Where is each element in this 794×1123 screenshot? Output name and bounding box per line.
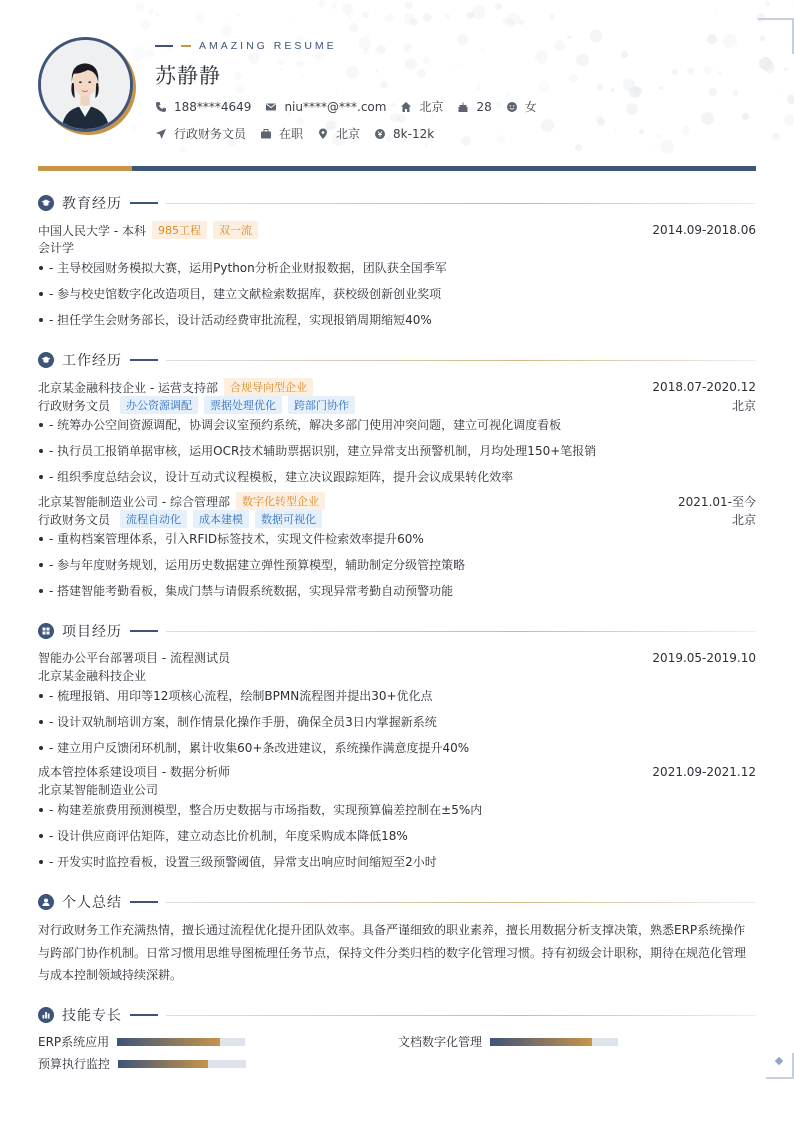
list-item	[38, 827, 756, 844]
background-dot	[279, 68, 283, 72]
background-dot	[403, 43, 412, 52]
position-text: 行政财务文员	[174, 127, 247, 141]
background-dot	[787, 95, 794, 104]
background-dot	[342, 4, 353, 15]
project-header	[38, 763, 756, 780]
section-title-summary: 个人总结	[62, 895, 122, 911]
education-period: 2014.09-2018.06	[652, 223, 756, 237]
background-dot	[660, 140, 674, 154]
send-icon	[155, 128, 167, 140]
background-dot	[657, 134, 661, 138]
list-item	[38, 416, 756, 433]
section-rule	[166, 631, 756, 632]
background-dot	[404, 13, 416, 25]
work-company: 北京某金融科技企业 - 运营支持部	[38, 380, 218, 395]
bullet-text: - 梳理报销、用印等12项核心流程，绘制BPMN流程图并提出30+优化点	[49, 689, 433, 703]
work-city: 北京	[731, 398, 756, 413]
background-dot	[717, 71, 722, 76]
bullet-dot	[39, 589, 43, 593]
skill-fill	[117, 1038, 219, 1046]
background-dot	[423, 13, 432, 22]
bullet-dot	[39, 423, 43, 427]
work-header	[38, 378, 756, 396]
briefcase-icon	[260, 128, 272, 140]
education-tag: 985工程	[152, 221, 207, 239]
education-major-row	[38, 239, 756, 256]
education-major: 会计学	[38, 241, 75, 255]
background-dot	[763, 61, 775, 73]
background-dot	[336, 92, 338, 94]
mail-icon	[265, 101, 277, 113]
background-dot	[506, 92, 511, 97]
background-dot	[538, 81, 550, 93]
background-dot	[135, 3, 145, 13]
background-dot	[155, 12, 159, 16]
bullet-text: - 设计双轨制培训方案，制作情景化操作手册，确保全员3日内掌握新系统	[49, 715, 437, 729]
project-title: 成本管控体系建设项目 - 数据分析师	[38, 765, 230, 779]
list-item	[38, 853, 756, 870]
cake-icon	[457, 101, 469, 113]
bullet-text: - 参与校史馆数字化改造项目，建立文献检索数据库，获校级创新创业奖项	[49, 287, 442, 301]
background-dot	[140, 19, 150, 29]
background-dot	[349, 23, 358, 32]
skill-name: ERP系统应用	[38, 1035, 110, 1049]
work-company: 北京某智能制造业公司 - 综合管理部	[38, 494, 230, 509]
background-dot	[457, 34, 468, 45]
role-tag: 流程自动化	[120, 510, 187, 528]
background-dot	[469, 12, 475, 18]
section-skills	[38, 1005, 756, 1025]
section-rule	[166, 203, 756, 204]
salary-text: 8k-12k	[393, 126, 435, 141]
background-dot	[425, 143, 428, 146]
resume-tagline	[155, 40, 337, 52]
age-text: 28	[476, 99, 492, 114]
background-dot	[460, 63, 463, 66]
section-education	[38, 193, 756, 213]
section-rule	[166, 1015, 756, 1016]
background-dot	[715, 12, 718, 15]
education-header	[38, 221, 756, 239]
background-dot	[180, 146, 187, 153]
section-summary	[38, 892, 756, 912]
role-tag: 成本建模	[193, 510, 249, 528]
project-title: 智能办公平台部署项目 - 流程测试员	[38, 651, 230, 665]
section-title-skills: 技能专长	[62, 1008, 122, 1024]
background-dot	[278, 59, 285, 66]
skill-name: 文档数字化管理	[398, 1035, 483, 1049]
grid-icon	[38, 623, 54, 639]
summary-text: 对行政财务工作充满热情，擅长通过流程优化提升团队效率。具备严谨细致的职业素养，擅长用数据分析支撑决策，熟悉ERP系统操作与跨部门协作机制。日常习惯用思维导图梳理任务节点，保持文件分类归档的数字化管理习惯。持有初级会计职称，期待在规范化管理与成本控制领域持续深耕。	[38, 923, 747, 982]
bullet-text: - 建立用户反馈闭环机制，累计收集60+条改进建议，系统操作满意度提升40%	[49, 741, 470, 755]
work-role: 行政财务文员	[38, 398, 111, 413]
background-dot	[590, 30, 601, 41]
work-role-row	[38, 510, 756, 528]
background-dot	[784, 67, 788, 71]
background-dot	[221, 25, 232, 36]
skill-item	[38, 1055, 246, 1072]
background-dot	[362, 12, 368, 18]
corner-decoration-top	[758, 18, 794, 54]
skill-fill	[118, 1060, 208, 1068]
background-dot	[765, 1, 770, 6]
list-item	[38, 259, 756, 276]
background-dot	[772, 133, 780, 141]
background-dot	[132, 126, 136, 130]
section-projects	[38, 621, 756, 641]
company-tag: 合规导向型企业	[224, 378, 313, 396]
work-role-row	[38, 396, 756, 414]
background-dot	[131, 47, 144, 60]
bullet-dot	[39, 292, 43, 296]
list-item	[38, 556, 756, 573]
section-title-work: 工作经历	[62, 353, 122, 369]
skill-fill	[490, 1038, 592, 1046]
bullet-dot	[39, 694, 43, 698]
background-dot	[148, 9, 154, 15]
section-line	[130, 202, 158, 204]
bullet-text: - 担任学生会财务部长，设计活动经费审批流程，实现报销周期缩短40%	[49, 313, 432, 327]
background-dot	[297, 117, 305, 125]
bullet-dot	[39, 475, 43, 479]
list-item	[38, 468, 756, 485]
bullet-text: - 设计供应商评估矩阵，建立动态比价机制，年度采购成本降低18%	[49, 829, 408, 843]
background-dot	[682, 126, 690, 134]
bullet-dot	[39, 537, 43, 541]
background-dot	[626, 103, 638, 115]
age-item	[457, 100, 491, 114]
background-dot	[405, 58, 417, 70]
background-dot	[237, 14, 240, 17]
background-dot	[138, 112, 142, 116]
section-rule	[166, 902, 756, 903]
bullet-dot	[39, 563, 43, 567]
background-dot	[595, 115, 602, 122]
project-header	[38, 649, 756, 666]
user-icon	[38, 894, 54, 910]
background-dot	[375, 70, 378, 73]
bullet-dot	[39, 266, 43, 270]
skill-bar	[117, 1038, 245, 1046]
background-dot	[733, 90, 739, 96]
header-divider-bar	[38, 166, 756, 171]
background-dot	[376, 45, 386, 55]
target-city-item	[317, 125, 360, 142]
bullet-text: - 重构档案管理体系，引入RFID标签技术，实现文件检索效率提升60%	[49, 532, 424, 546]
background-dot	[701, 112, 714, 125]
bullet-dot	[39, 808, 43, 812]
role-tag: 跨部门协作	[288, 396, 355, 414]
background-dot	[507, 19, 516, 28]
background-dot	[234, 72, 242, 80]
list-item	[38, 285, 756, 302]
background-dot	[348, 15, 351, 18]
background-dot	[614, 128, 618, 132]
graduation-cap-icon	[38, 352, 54, 368]
list-item	[38, 801, 756, 818]
background-dot	[364, 52, 367, 55]
background-dot	[296, 60, 304, 68]
list-item	[38, 442, 756, 459]
background-dot	[248, 52, 260, 64]
background-dot	[301, 74, 304, 77]
background-dot	[235, 84, 245, 94]
phone-item	[155, 100, 251, 114]
list-item	[38, 530, 756, 547]
background-dot	[554, 40, 565, 51]
job-intent-row	[155, 125, 448, 142]
background-dot	[687, 68, 694, 75]
background-dot	[385, 13, 394, 22]
bullet-text: - 主导校园财务模拟大赛，运用Python分析企业财报数据，团队获全国季军	[49, 261, 447, 275]
email-text: niu****@***.com	[284, 99, 387, 114]
home-icon	[400, 101, 412, 113]
skill-item	[398, 1033, 618, 1050]
bullet-dot	[39, 746, 43, 750]
phone-icon	[155, 101, 167, 113]
status-item	[260, 125, 303, 142]
status-text: 在职	[279, 127, 304, 141]
project-org: 北京某智能制造业公司	[38, 783, 159, 797]
bullet-dot	[39, 720, 43, 724]
section-line	[130, 630, 158, 632]
section-line	[130, 359, 158, 361]
map-pin-icon	[317, 128, 329, 140]
background-dot	[535, 50, 549, 64]
bullet-text: - 开发实时监控看板，设置三级预警阈值，异常支出响应时间缩短至2小时	[49, 855, 437, 869]
contact-info-row	[155, 98, 551, 115]
work-period: 2021.01-至今	[678, 494, 756, 509]
salary-item	[374, 127, 434, 141]
background-dot	[569, 74, 578, 83]
project-org-row	[38, 667, 756, 684]
background-dot	[380, 81, 387, 88]
background-dot	[742, 113, 749, 120]
role-tag: 数据可视化	[255, 510, 322, 528]
bullet-dot	[39, 834, 43, 838]
phone-text: 188****4649	[174, 99, 252, 114]
avatar	[38, 37, 133, 132]
bullet-text: - 统筹办公空间资源调配，协调会议室预约系统，解决多部门使用冲突问题，建立可视化调度看板	[49, 418, 562, 432]
bullet-dot	[39, 449, 43, 453]
background-dot	[659, 86, 663, 90]
work-period: 2018.07-2020.12	[652, 380, 756, 394]
section-work	[38, 350, 756, 370]
background-dot	[784, 114, 794, 126]
education-tag: 双一流	[213, 221, 258, 239]
background-dot	[704, 66, 711, 73]
background-dot	[423, 57, 431, 65]
tagline-dash-primary	[155, 45, 173, 47]
role-tag: 办公资源调配	[120, 396, 198, 414]
role-tag: 票据处理优化	[204, 396, 282, 414]
background-dot	[780, 93, 782, 95]
work-city: 北京	[731, 512, 756, 527]
background-dot	[495, 3, 502, 10]
bullet-text: - 构建差旅费用预测模型，整合历史数据与市场指数，实现预算偏差控制在±5%内	[49, 803, 483, 817]
work-role: 行政财务文员	[38, 512, 111, 527]
background-dot	[405, 1, 413, 9]
background-dot	[707, 34, 717, 44]
avatar-photo	[41, 40, 130, 129]
list-item	[38, 739, 756, 756]
background-dot	[315, 52, 323, 60]
bullet-dot	[39, 318, 43, 322]
bullet-text: - 参与年度财务规划，运用历史数据建立弹性预算模型，辅助制定分级管控策略	[49, 558, 466, 572]
location-text: 北京	[419, 100, 444, 114]
background-dot	[146, 49, 155, 58]
background-dot	[332, 4, 336, 8]
background-dot	[445, 14, 450, 19]
money-icon	[374, 128, 386, 140]
company-tag: 数字化转型企业	[236, 492, 325, 510]
list-item	[38, 713, 756, 730]
background-dot	[346, 66, 359, 79]
background-dot	[575, 144, 582, 151]
target-city-text: 北京	[336, 127, 361, 141]
background-dot	[359, 37, 372, 50]
location-item	[400, 98, 443, 115]
section-title-projects: 项目经历	[62, 624, 122, 640]
list-item	[38, 687, 756, 704]
background-dot	[417, 69, 426, 78]
skill-name: 预算执行监控	[38, 1057, 111, 1071]
gender-text: 女	[524, 100, 537, 114]
background-dot	[453, 69, 455, 71]
project-org: 北京某金融科技企业	[38, 669, 147, 683]
background-dot	[519, 20, 524, 25]
skill-bar	[118, 1060, 246, 1068]
background-dot	[639, 129, 644, 134]
list-item	[38, 311, 756, 328]
background-dot	[567, 35, 571, 39]
email-item	[265, 100, 386, 114]
background-dot	[709, 88, 716, 95]
background-dot	[196, 13, 205, 22]
project-period: 2021.09-2021.12	[652, 764, 756, 779]
background-dot	[318, 0, 325, 7]
section-rule	[166, 360, 756, 361]
background-dot	[477, 85, 482, 90]
tagline-text: AMAZING RESUME	[199, 40, 337, 52]
background-dot	[621, 51, 628, 58]
smile-icon	[506, 101, 518, 113]
background-dot	[611, 88, 615, 92]
list-item	[38, 582, 756, 599]
bullet-text: - 执行员工报销单据审核，运用OCR技术辅助票据识别，建立异常支出预警机制，月均处理150+笔报销	[49, 444, 597, 458]
project-period: 2019.05-2019.10	[652, 650, 756, 665]
background-dot	[497, 135, 504, 142]
section-line	[130, 901, 158, 903]
section-title-education: 教育经历	[62, 196, 122, 212]
background-dot	[293, 18, 295, 20]
skill-item	[38, 1033, 245, 1050]
background-dot	[597, 84, 603, 90]
bar-chart-icon	[38, 1007, 54, 1023]
work-header	[38, 492, 756, 510]
project-org-row	[38, 781, 756, 798]
graduation-cap-icon	[38, 195, 54, 211]
gender-item	[506, 98, 537, 115]
background-dot	[653, 149, 656, 152]
bullet-dot	[39, 860, 43, 864]
skill-bar	[490, 1038, 618, 1046]
background-dot	[480, 47, 484, 51]
background-dot	[541, 119, 554, 132]
position-item	[155, 125, 246, 142]
background-dot	[672, 69, 678, 75]
bullet-text: - 搭建智能考勤看板，集成门禁与请假系统数据，实现异常考勤自动预警功能	[49, 584, 454, 598]
background-dot	[549, 14, 555, 20]
bullet-text: - 组织季度总结会议，设计互动式议程模板，建立决议跟踪矩阵，提升会议成果转化效率	[49, 470, 514, 484]
background-dot	[576, 54, 589, 67]
background-dot	[723, 34, 737, 48]
tagline-dash-accent	[181, 45, 191, 47]
candidate-name: 苏静静	[155, 64, 221, 88]
background-dot	[461, 136, 471, 146]
school-name: 中国人民大学 - 本科	[38, 223, 146, 238]
section-line	[130, 1014, 158, 1016]
